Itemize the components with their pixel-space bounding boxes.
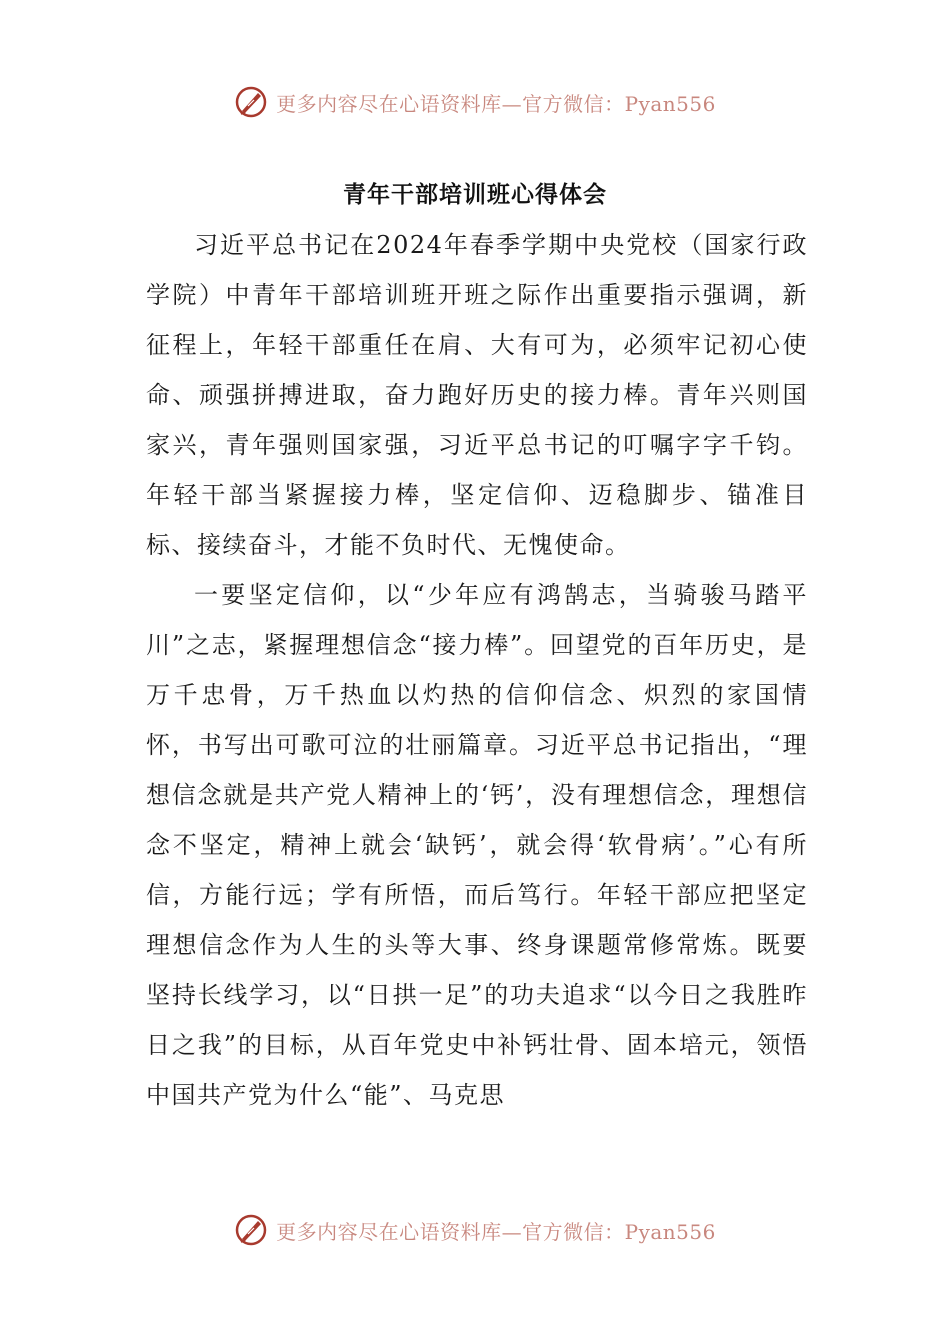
banner-text: 更多内容尽在心语资料库—官方微信：Pyan556	[276, 1219, 716, 1244]
header-banner	[0, 82, 950, 122]
quill-logo-icon	[234, 85, 268, 119]
footer-banner	[0, 1210, 950, 1250]
banner-text: 更多内容尽在心语资料库—官方微信：Pyan556	[276, 91, 716, 116]
document-title: 青年干部培训班心得体会	[343, 182, 607, 208]
quill-logo-icon	[234, 1213, 268, 1247]
document-body	[146, 220, 808, 1120]
paragraph-1: 习近平总书记在2024年春季学期中央党校（国家行政学院）中青年干部培训班开班之际作出重要指示强调，新征程上，年轻干部重任在肩、大有可为，必须牢记初心使命、顽强拼搏进取，奋力跑好历史的接力棒。青年兴则国家兴，青年强则国家强，习近平总书记的叮嘱字字千钧。年轻干部当紧握接力棒，坚定信仰、迈稳脚步、锚准目标、接续奋斗，才能不负时代、无愧使命。	[146, 231, 808, 559]
paragraph-2: 一要坚定信仰，以“少年应有鸿鹄志，当骑骏马踏平川”之志，紧握理想信念“接力棒”。回望党的百年历史，是万千忠骨，万千热血以灼热的信仰信念、炽烈的家国情怀，书写出可歌可泣的壮丽篇章。习近平总书记指出，“理想信念就是共产党人精神上的‘钙’，没有理想信念，理想信念不坚定，精神上就会‘缺钙’，就会得‘软骨病’。”心有所信，方能行远；学有所悟，而后笃行。年轻干部应把坚定理想信念作为人生的头等大事、终身课题常修常炼。既要坚持长线学习，以“日拱一足”的功夫追求“以今日之我胜昨日之我”的目标，从百年党史中补钙壮骨、固本培元，领悟中国共产党为什么“能”、马克思	[146, 581, 808, 1109]
